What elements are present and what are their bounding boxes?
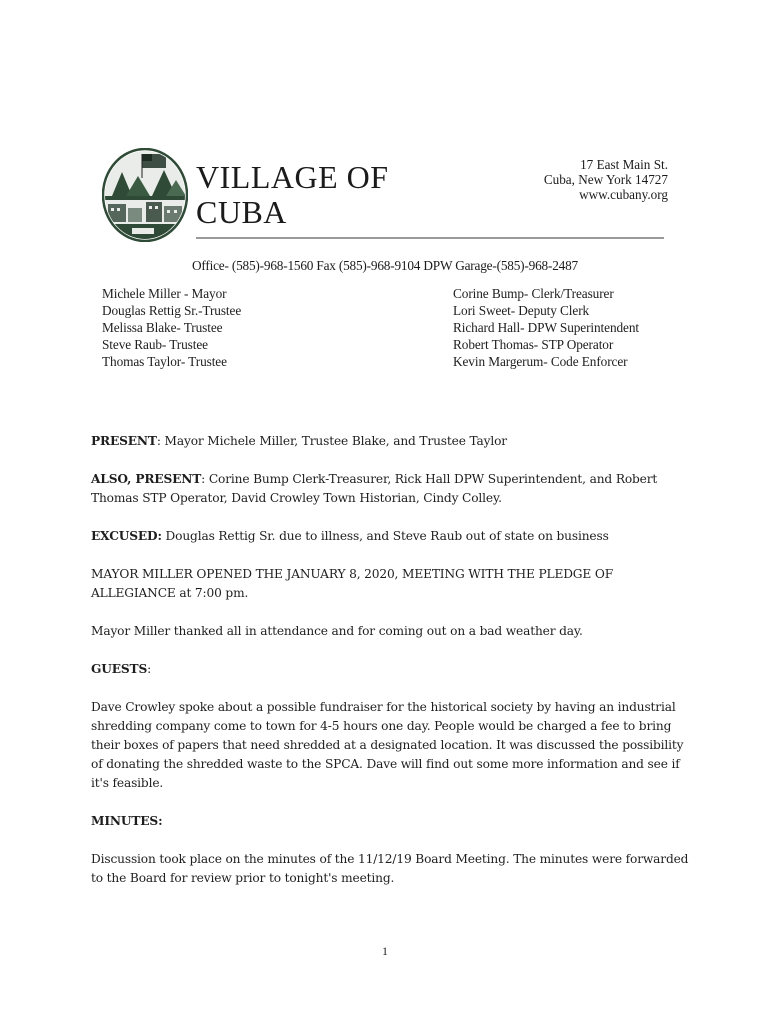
phone-numbers: Office- (585)-968-1560 Fax (585)-968-9104 DPW Garage-(585)-968-2487 [191,258,579,273]
meeting-minutes-body [91,432,691,888]
official-stp: Robert Thomas- STP Operator [453,337,614,352]
letterhead-title [196,160,389,230]
also-present-text: : Corine Bump Clerk-Treasurer, Rick Hall DPW Superintendent, and Robert Thomas STP Operator, David Crowley Town Historian, Cindy Colley. [91,472,658,505]
letterhead-divider [196,237,664,239]
guests-paragraph: Dave Crowley spoke about a possible fundraiser for the historical society by having an industrial shredding company come to town for 4-5 hours one day. People would be charged a fee to bring their boxes of papers that need shredded at a designated location. It was discussed the possibility of donating the shredded waste to the SPCA. Dave will find out some more information and see if it's feasible. [91,700,684,790]
official-trustee: Steve Raub- Trustee [102,337,208,352]
official-deputy-clerk: Lori Sweet- Deputy Clerk [453,303,590,318]
official-mayor: Michele Miller - Mayor [102,286,227,301]
guests-colon: : [147,662,152,676]
officials-list-left [102,285,241,370]
guests-label: GUESTS [91,662,148,676]
address-block [544,157,668,202]
official-trustee: Melissa Blake- Trustee [102,320,223,335]
village-seal-logo [102,148,188,242]
official-trustee: Douglas Rettig Sr.-Trustee [102,303,242,318]
excused-label: EXCUSED: [91,529,162,543]
official-code: Kevin Margerum- Code Enforcer [453,354,628,369]
also-present-label: ALSO, PRESENT [91,472,202,486]
official-clerk: Corine Bump- Clerk/Treasurer [453,286,614,301]
excused-text: Douglas Rettig Sr. due to illness, and Steve Raub out of state on business [161,529,609,543]
officials-list-right [453,285,639,370]
title-line-1: VILLAGE OF [196,159,389,195]
opening-paragraph: MAYOR MILLER OPENED THE JANUARY 8, 2020, MEETING WITH THE PLEDGE OF ALLEGIANCE at 7:00 pm. [91,567,614,600]
address-line-1: 17 East Main St. [580,157,668,172]
guests-heading [91,660,691,679]
also-present-paragraph [91,470,691,508]
address-line-2: Cuba, New York 14727 [543,172,668,187]
minutes-heading: MINUTES: [91,814,163,828]
minutes-paragraph: Discussion took place on the minutes of the 11/12/19 Board Meeting. The minutes were forwarded to the Board for review prior to tonight's meeting. [91,852,689,885]
thanks-paragraph: Mayor Miller thanked all in attendance and for coming out on a bad weather day. [91,624,583,638]
official-trustee: Thomas Taylor- Trustee [102,354,227,369]
title-line-2: CUBA [196,194,287,230]
present-paragraph [91,432,691,451]
excused-paragraph [91,527,691,546]
page-number: 1 [382,944,388,958]
present-label: PRESENT [91,434,157,448]
official-dpw: Richard Hall- DPW Superintendent [453,320,639,335]
present-text: : Mayor Michele Miller, Trustee Blake, and Trustee Taylor [156,434,507,448]
website-link[interactable]: www.cubany.org [579,187,668,202]
